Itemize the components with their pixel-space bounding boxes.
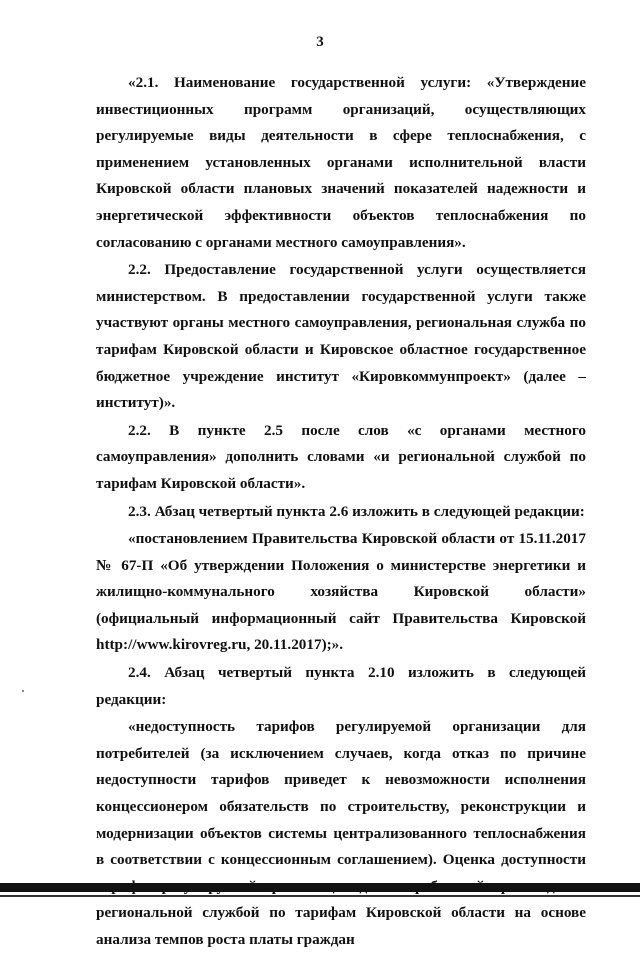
paragraph-2-4-heading: 2.4. Абзац четвертый пункта 2.10 изложить в следующей редакции: [96,664,586,708]
scan-artifact [22,690,24,692]
paragraph-2-4-new-wording: «недоступность тарифов регулируемой организации для потребителей (за исключением случаев, когда отказ по причине недоступности тарифов приведет к невозможности исполнения концессионером обязательств по строительству, реконструкции и модернизации объектов системы централизованного теплоснабжения в соответствии с концессионным соглашением). Оценка доступности региональной службой по тарифам Кировской области на основе анализа темпов роста платы граждан [96,718,586,948]
paragraph-2-3-new-wording: «постановлением Правительства Кировской области от 15.11.2017 № 67-П «Об утверждении Положения о министерстве энергетики и жилищно-коммунального хозяйства Кировской области» (официальный информационный сайт Правительства Кировской http://www.kirovreg.ru, 20.11.2017);». [96,530,586,654]
paragraph-2-2-service-provision: 2.2. Предоставление государственной услуги осуществляется министерством. В предоставлении государственной услуги также участвуют органы местного самоуправления, региональная служба по тарифам Кировской области и Кировское областное государственное бюджетное учреждение институт «Кировкоммунпроект» (далее – институт)». [96,261,586,412]
paragraph-2-2-amendment-2-5: 2.2. В пункте 2.5 после слов «с органами местного самоуправления» дополнить словами «и региональной службой по тарифам Кировской области». [96,421,586,492]
paragraph-2-3-heading: 2.3. Абзац четвертый пункта 2.6 изложить в следующей редакции: [128,502,585,520]
bottom-scan-border [0,883,640,892]
paragraph-2-1-service-name: «2.1. Наименование государственной услуги: «Утверждение инвестиционных программ организаций, осуществляющих регулируемые виды деятельности в сфере теплоснабжения, с применением установленных органами исполнительной власти Кировской области плановых значений показателей надежности и энергетической эффективности объектов теплоснабжения по согласованию с органами местного самоуправления». [96,74,586,251]
page-number: 3 [316,34,324,50]
document-body [96,70,586,954]
bottom-scan-border-thin [0,895,640,897]
